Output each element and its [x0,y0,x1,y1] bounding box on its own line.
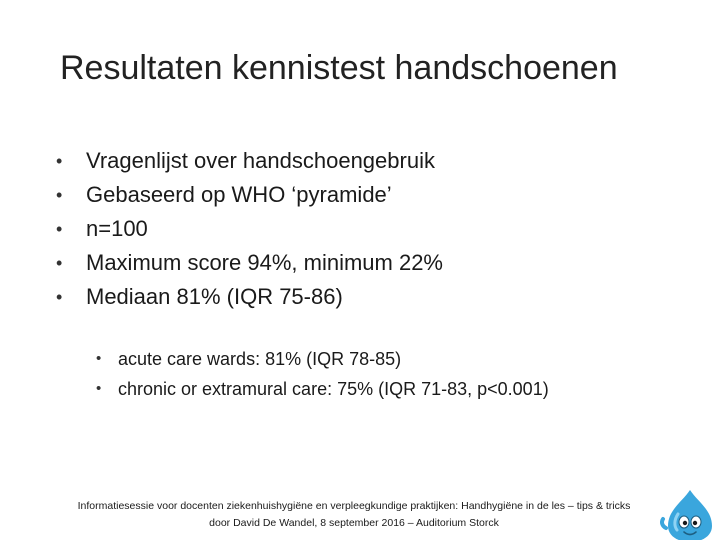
bullet-item [56,280,443,314]
mascot-right-pupil [693,521,697,525]
bullet-text: n=100 [86,216,148,241]
bullet-dot: • [56,253,63,273]
bullet-text: Maximum score 94%, minimum 22% [86,250,443,275]
slide-title: Resultaten kennistest handschoenen [60,49,618,87]
sub-bullet-item [96,374,549,404]
bullet-text: Vragenlijst over handschoengebruik [86,148,435,173]
bullet-dot: • [56,287,63,307]
bullet-dot: • [56,151,63,171]
sub-bullet-text: chronic or extramural care: 75% (IQR 71-83, p<0.001) [118,379,549,399]
mascot-left-pupil [683,521,687,525]
sub-bullet-list [96,344,549,404]
bullet-dot: • [56,219,63,239]
bullet-item [56,246,443,280]
bullet-item [56,178,443,212]
bullet-item [56,212,443,246]
footer-line-1: Informatiesessie voor docenten ziekenhuishygiëne en verpleegkundige praktijken: Handhygiëne in de les – tips & tricks [77,500,631,512]
sub-bullet-text: acute care wards: 81% (IQR 78-85) [118,349,402,369]
sub-bullet-dot: • [96,380,102,397]
bullet-list [56,144,443,314]
mascot-arm [662,519,666,528]
sub-bullet-item [96,344,549,374]
bullet-dot: • [56,185,63,205]
mascot-body [668,490,712,540]
bullet-item [56,144,443,178]
bullet-text: Gebaseerd op WHO ‘pyramide’ [86,182,392,207]
footer-line-2: door David De Wandel, 8 september 2016 – Auditorium Storck [209,517,499,529]
water-drop-mascot-icon [660,488,718,540]
sub-bullet-dot: • [96,350,102,367]
slide-footer [40,498,668,532]
bullet-text: Mediaan 81% (IQR 75-86) [86,284,343,309]
